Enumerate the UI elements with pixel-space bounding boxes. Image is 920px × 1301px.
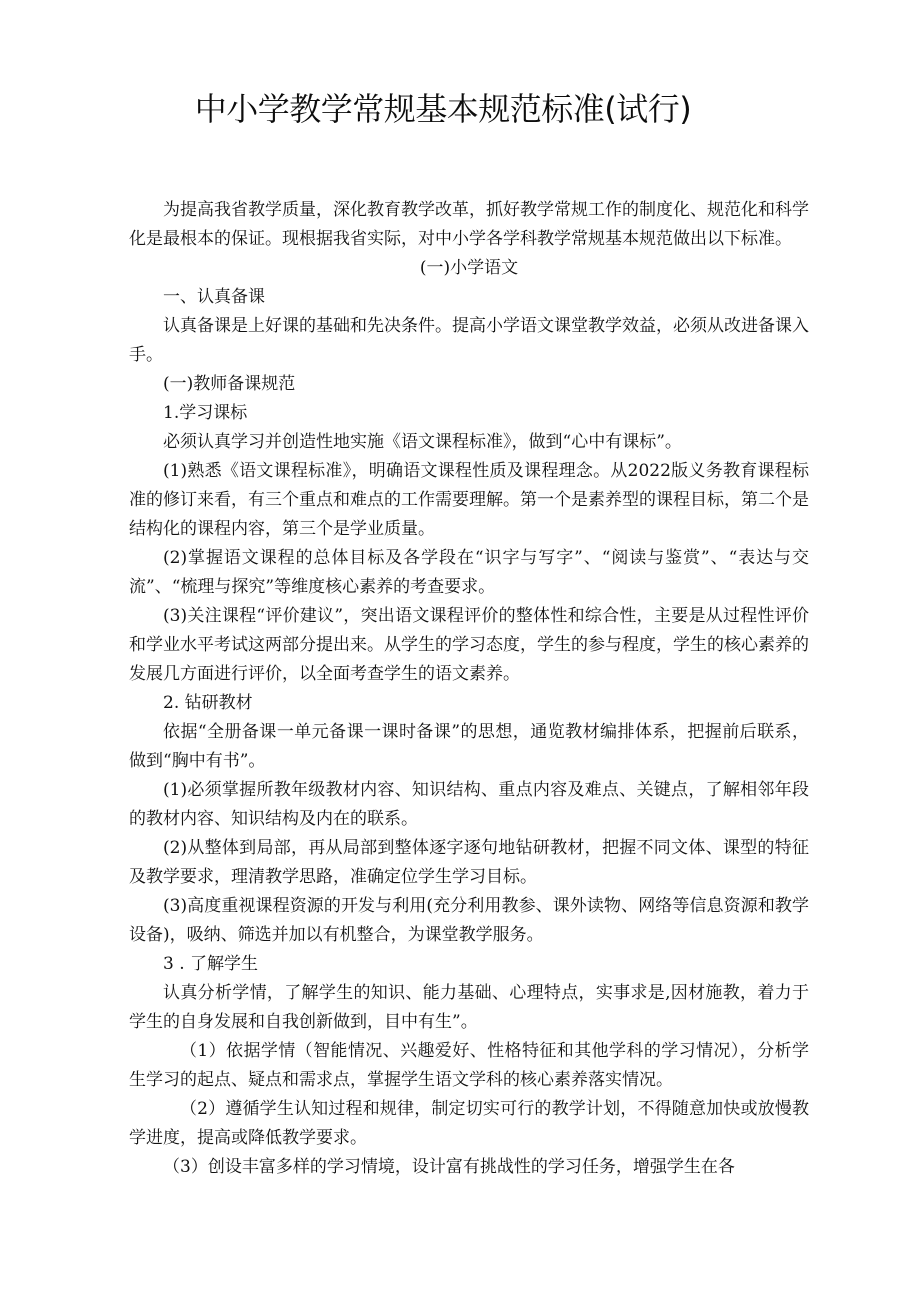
heading-teacher-prep-norms: (一)教师备课规范	[163, 374, 296, 394]
paragraph-standards-item-1: (1)熟悉《语文课程标准》，明确语文课程性质及课程理念。从2022版义务教育课程标准的修订来看，有三个重点和难点的工作需要理解。第一个是素养型的课程目标，第二个是结构化的课程内容，第三个是学业质量。	[129, 461, 809, 539]
paragraph-students-item-1: （1）依据学情（智能情况、兴趣爱好、性格特征和其他学科的学习情况），分析学生学习的起点、疑点和需求点，掌握学生语文学科的核心素养落实情况。	[129, 1041, 809, 1090]
document-title: 中小学教学常规基本规范标准(试行)	[194, 90, 692, 128]
paragraph-know-students: 认真分析学情，了解学生的知识、能力基础、心理特点，实事求是,因材施教，着力于学生的自身发展和自我创新做到，目中有生”。	[129, 983, 809, 1032]
section-heading-primary-chinese: (一)小学语文	[419, 258, 519, 278]
heading-study-textbook: 2. 钻研教材	[163, 693, 253, 713]
paragraph-prepare-lessons: 认真备课是上好课的基础和先决条件。提高小学语文课堂教学效益，必须从改进备课入手。	[129, 316, 809, 365]
heading-prepare-lessons: 一、认真备课	[163, 287, 265, 307]
paragraph-study-standards: 必须认真学习并创造性地实施《语文课程标准》，做到“心中有课标”。	[163, 432, 682, 452]
paragraph-textbook-item-1: (1)必须掌握所教年级教材内容、知识结构、重点内容及难点、关键点，了解相邻年段的教材内容、知识结构及内在的联系。	[129, 780, 809, 829]
heading-know-students: 3 . 了解学生	[163, 954, 259, 974]
paragraph-students-item-3: （3）创设丰富多样的学习情境，设计富有挑战性的学习任务，增强学生在各	[163, 1157, 735, 1177]
paragraph-standards-item-3: (3)关注课程“评价建议”，突出语文课程评价的整体性和综合性，主要是从过程性评价和学业水平考试这两部分提出来。从学生的学习态度，学生的参与程度，学生的核心素养的发展几方面进行评价，以全面考查学生的语文素养。	[129, 606, 809, 684]
paragraph-standards-item-2: (2)掌握语文课程的总体目标及各学段在“识字与写字”、“阅读与鉴赏”、“表达与交流”、“梳理与探究”等维度核心素养的考查要求。	[129, 548, 809, 597]
paragraph-textbook-item-2: (2)从整体到局部，再从局部到整体逐字逐句地钻研教材，把握不同文体、课型的特征及教学要求，理清教学思路，准确定位学生学习目标。	[129, 838, 809, 887]
paragraph-study-textbook: 依据“全册备课一单元备课一课时备课”的思想，通览教材编排体系，把握前后联系，做到“胸中有书”。	[129, 722, 809, 771]
paragraph-students-item-2: （2）遵循学生认知过程和规律，制定切实可行的教学计划，不得随意加快或放慢教学进度，提高或降低教学要求。	[129, 1099, 809, 1148]
document-body	[129, 196, 809, 1182]
paragraph-textbook-item-3: (3)高度重视课程资源的开发与利用(充分利用教参、课外读物、网络等信息资源和教学设备)，吸纳、筛选并加以有机整合，为课堂教学服务。	[129, 896, 809, 945]
paragraph-intro: 为提高我省教学质量，深化教育教学改革，抓好教学常规工作的制度化、规范化和科学化是最根本的保证。现根据我省实际，对中小学各学科教学常规基本规范做出以下标准。	[129, 200, 809, 249]
heading-study-standards: 1.学习课标	[163, 403, 248, 423]
